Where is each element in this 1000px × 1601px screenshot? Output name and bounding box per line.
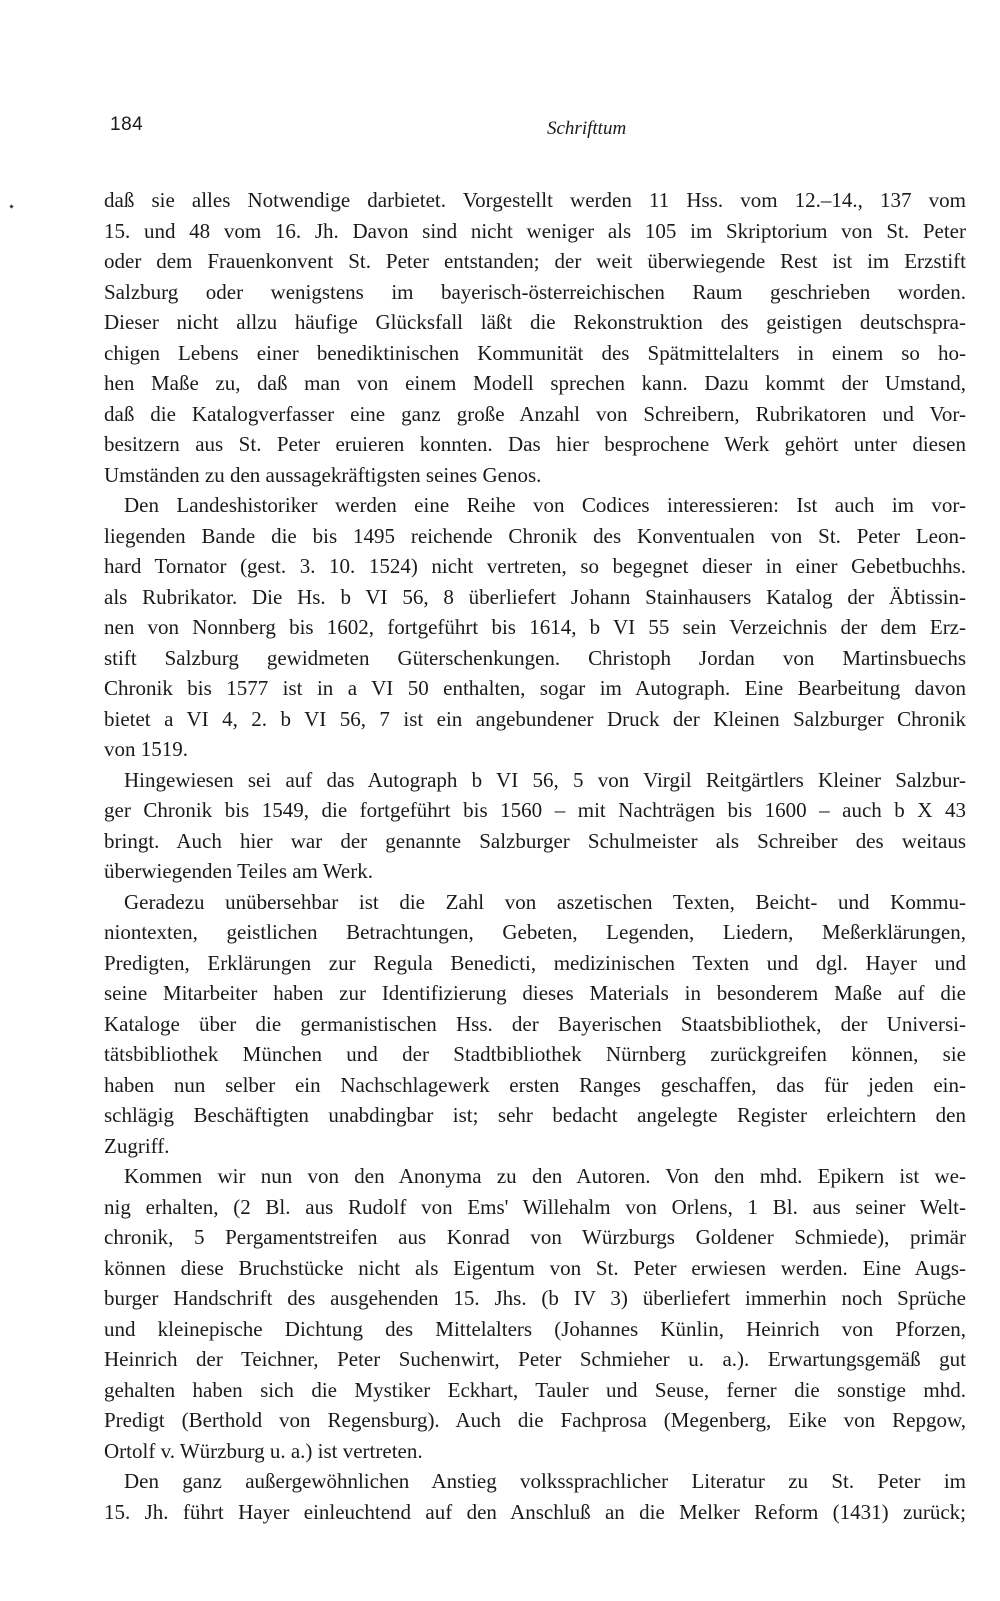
text-line: hard Tornator (gest. 3. 10. 1524) nicht vertreten, so begegnet dieser in einer Gebetbuchhs. <box>104 554 966 578</box>
text-line: stift Salzburg gewidmeten Güterschenkungen. Christoph Jordan von Martinsbuechs <box>104 645 966 670</box>
text-line: Chronik bis 1577 ist in a VI 50 enthalten, sogar im Autograph. Eine Bearbeitung davon <box>104 676 966 700</box>
text-line: und kleinepische Dichtung des Mittelalters (Johannes Künlin, Heinrich von Pforzen, <box>104 1316 966 1341</box>
scan-speck <box>9 204 13 208</box>
text-line: Kataloge über die germanistischen Hss. der Bayerischen Staatsbibliothek, der Universi- <box>104 1011 966 1036</box>
text-line: niontexten, geistlichen Betrachtungen, Gebeten, Legenden, Liedern, Meßerklärungen, <box>104 920 966 944</box>
running-head: Schrifttum <box>547 118 627 139</box>
text-line: besitzern aus St. Peter eruieren konnten. Das hier besprochene Werk gehört unter diesen <box>104 432 966 456</box>
page-number: 184 <box>110 114 144 135</box>
text-line: nig erhalten, (2 Bl. aus Rudolf von Ems' Willehalm von Orlens, 1 Bl. aus seiner Welt- <box>104 1194 966 1219</box>
text-line: daß sie alles Notwendige darbietet. Vorgestellt werden 11 Hss. vom 12.–14., 137 vom <box>104 188 966 212</box>
text-line: chronik, 5 Pergamentstreifen aus Konrad von Würzburgs Goldener Schmiede), primär <box>104 1225 966 1249</box>
text-line: von 1519. <box>104 737 188 761</box>
text-line: Predigten, Erklärungen zur Regula Benedicti, medizinischen Texten und dgl. Hayer und <box>104 950 966 975</box>
text-line: Heinrich der Teichner, Peter Suchenwirt, Peter Schmieher u. a.). Erwartungsgemäß gut <box>104 1347 966 1371</box>
text-line: Predigt (Berthold von Regensburg). Auch die Fachprosa (Megenberg, Eike von Repgow, <box>104 1408 966 1432</box>
text-line: Kommen wir nun von den Anonyma zu den Autoren. Von den mhd. Epikern ist we- <box>124 1164 966 1188</box>
text-line: bietet a VI 4, 2. b VI 56, 7 ist ein angebundener Druck der Kleinen Salzburger Chronik <box>104 706 966 731</box>
text-line: 15. Jh. führt Hayer einleuchtend auf den Anschluß an die Melker Reform (1431) zurück; <box>104 1499 966 1524</box>
text-line: Umständen zu den aussagekräftigsten seines Genos. <box>104 462 542 487</box>
text-line: daß die Katalogverfasser eine ganz große Anzahl von Schreibern, Rubrikatoren und Vor- <box>104 401 966 426</box>
text-line: seine Mitarbeiter haben zur Identifizierung dieses Materials in besonderem Maße auf die <box>104 981 966 1005</box>
text-line: burger Handschrift des ausgehenden 15. Jhs. (b IV 3) überliefert immerhin noch Sprüche <box>104 1286 966 1310</box>
text-line: nen von Nonnberg bis 1602, fortgeführt bis 1614, b VI 55 sein Verzeichnis der dem Erz- <box>104 615 966 639</box>
text-line: Geradezu unübersehbar ist die Zahl von aszetischen Texten, Beicht- und Kommu- <box>124 889 966 914</box>
text-line: haben nun selber ein Nachschlagewerk ersten Ranges geschaffen, das für jeden ein- <box>104 1072 966 1097</box>
body-text <box>104 185 966 1527</box>
text-line: Den Landeshistoriker werden eine Reihe von Codices interessieren: Ist auch im vor- <box>124 493 966 517</box>
text-line: oder dem Frauenkonvent St. Peter entstanden; der weit überwiegende Rest ist im Erzstift <box>104 249 966 273</box>
text-line: Zugriff. <box>104 1133 170 1158</box>
text-line: hen Maße zu, daß man von einem Modell sprechen kann. Dazu kommt der Umstand, <box>104 371 966 395</box>
text-line: ger Chronik bis 1549, die fortgeführt bis 1560 – mit Nachträgen bis 1600 – auch b X 43 <box>104 798 966 822</box>
text-line: liegenden Bande die bis 1495 reichende Chronik des Konventualen von St. Peter Leon- <box>104 523 966 548</box>
text-line: Hingewiesen sei auf das Autograph b VI 56, 5 von Virgil Reitgärtlers Kleiner Salzbur- <box>124 767 966 792</box>
text-line: als Rubrikator. Die Hs. b VI 56, 8 überliefert Johann Stainhausers Katalog der Äbtissin- <box>104 584 966 609</box>
text-line: Dieser nicht allzu häufige Glücksfall läßt die Rekonstruktion des geistigen deutschspra- <box>104 310 966 334</box>
text-line: Den ganz außergewöhnlichen Anstieg volkssprachlicher Literatur zu St. Peter im <box>124 1469 966 1493</box>
text-line: gehalten haben sich die Mystiker Eckhart, Tauler und Seuse, ferner die sonstige mhd. <box>104 1377 966 1402</box>
text-line: chigen Lebens einer benediktinischen Kommunität des Spätmittelalters in einem so ho- <box>104 340 966 365</box>
text-line: bringt. Auch hier war der genannte Salzburger Schulmeister als Schreiber des weitaus <box>104 828 966 853</box>
text-line: tätsbibliothek München und der Stadtbibliothek Nürnberg zurückgreifen können, sie <box>104 1042 966 1066</box>
text-line: 15. und 48 vom 16. Jh. Davon sind nicht weniger als 105 im Skriptorium von St. Peter <box>104 218 966 243</box>
text-line: Ortolf v. Würzburg u. a.) ist vertreten. <box>104 1438 423 1463</box>
text-line: schlägig Beschäftigten unabdingbar ist; sehr bedacht angelegte Register erleichtern den <box>104 1103 966 1127</box>
text-line: überwiegenden Teiles am Werk. <box>104 859 373 883</box>
text-line: Salzburg oder wenigstens im bayerisch-österreichischen Raum geschrieben worden. <box>104 279 966 304</box>
text-line: können diese Bruchstücke nicht als Eigentum von St. Peter erwiesen werden. Eine Augs- <box>104 1255 966 1280</box>
